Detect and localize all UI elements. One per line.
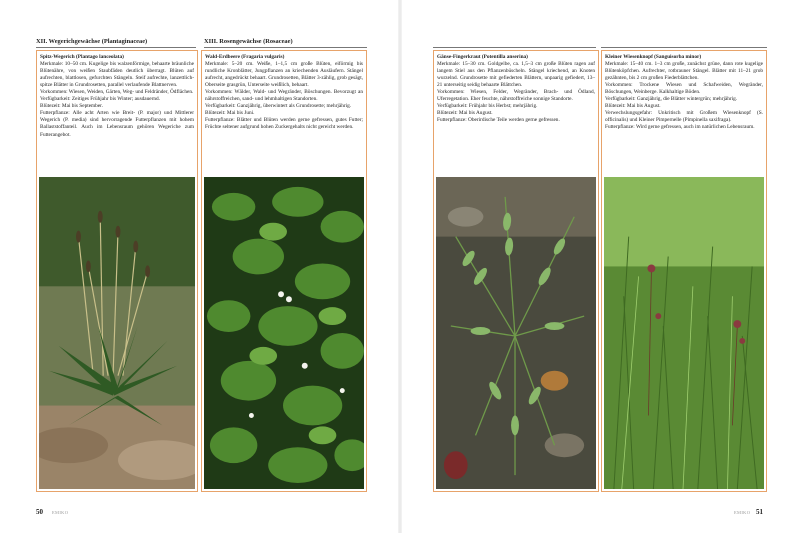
plant-card-kleiner-wiesenknopf (601, 50, 767, 492)
plant-description (40, 54, 194, 139)
plant-features: Merkmale: 15–40 cm. 1–3 cm große, zunächst grüne, dann rote kugelige Blütenköpfchen. Aufrechter, rotbrauner Stängel. Blätter mit 11–21 grob gezähnten, bis 2 cm großen Fiederblättchen. (605, 61, 763, 82)
plant-features: Merkmale: 15–30 cm. Goldgelbe, ca. 1,5–3 cm große Blüten ragen auf langem Stiel aus den Pflanzenbüscheln. Stängel kriechend, an Knoten wurzelnd. Grundrosette mit gefiederten Blättern, unpaarig gefiedert, 13–21 unterseitig seidig behaarte Blättchen. (437, 61, 595, 89)
section-title-plantaginaceae: XII. Wegerichgewächse (Plantaginaceae) (36, 38, 148, 45)
plant-forage: Futterpflanze: Alle acht Arten wie Breit- (P. major) und Mittlerer Wegerich (P. media) sind hervorragende Futterpflanzen mit hohem Ballaststoffanteil. Auch im Lebensraum gehören Wegeriche zum Futterangebot. (40, 110, 194, 138)
plant-photo-spitz-wegerich (39, 177, 195, 489)
section-rule (204, 47, 367, 48)
plant-name: Wald-Erdbeere (Fragaria vulgaris) (205, 54, 285, 60)
plant-forage: Futterpflanze: Blätter und Blüten werden gerne gefressen, gutes Futter; Früchte seltener aufgrund hohen Zuckergehalts nicht gereicht werden. (205, 117, 363, 131)
plant-name: Gänse-Fingerkraut (Potentilla anserina) (437, 54, 528, 60)
plant-habitat: Vorkommen: Wiesen, Weiden, Gärten, Weg- und Feldränder, Ödflächen. (40, 89, 194, 96)
plant-bloom-time: Blütezeit: Mai bis August. (605, 103, 661, 110)
plant-photo-wald-erdbeere (204, 177, 364, 489)
plant-card-gaense-fingerkraut (433, 50, 599, 492)
plant-availability: Verfügbarkeit: Ganzjährig, überwintert als Grundrosette; mehrjährig. (205, 103, 352, 110)
plant-description (205, 54, 363, 132)
plant-features: Merkmale: 10–50 cm. Kugelige bis walzenförmige, behaarte bräunliche Blütenähre, von weißen Staubfäden deutlich überragt. Blüten auf aufrechten, blattlosen, gefurchten Stängeln. Steif aufrechte, lanzettlich-spitze Blätter in Grundrosetten, parallel verlaufende Blattnerven. (40, 61, 194, 89)
footer-logo: EMIKO (52, 510, 69, 515)
plant-card-wald-erdbeere (201, 50, 367, 492)
plant-name: Spitz-Wegerich (Plantago lanceolata) (40, 54, 124, 60)
plant-availability: Verfügbarkeit: Frühjahr bis Herbst; mehrjährig. (437, 103, 538, 110)
section-rule (36, 47, 196, 48)
plant-bloom-time: Blütezeit: Mai bis Juni. (205, 110, 255, 117)
page-number: 50 (36, 508, 43, 516)
plant-features: Merkmale: 5–20 cm. Weiße, 1–1,5 cm große Blüten, eiförmig bis rundliche Kronblätter, Jungpflanzen an kriechenden Ausläufern. Stängel aufrecht, angedrückt behaart. Grundrosetten, Blätter 3-zählig, grob gesägt, Oberseite grasgrün, Unterseite weißlich, behaart. (205, 61, 363, 89)
section-rule (433, 47, 596, 48)
plant-habitat: Vorkommen: Wiesen, Felder, Wegränder, Brach- und Ödland, Uferregetation. Eher feuchte, nährstoffreiche sonnige Standorte. (437, 89, 595, 103)
plant-forage: Futterpflanze: Wird gerne gefressen, auch im natürlichen Lebensraum. (605, 124, 755, 131)
plant-forage: Futterpflanze: Oberirdische Teile werden gerne gefressen. (437, 117, 560, 124)
section-title-rosaceae: XIII. Rosengewächse (Rosaceae) (204, 38, 293, 45)
plant-bloom-time: Blütezeit: Mai bis September. (40, 103, 103, 110)
plant-photo-gaense-fingerkraut (436, 177, 596, 489)
plant-availability: Verfügbarkeit: Zeitiges Frühjahr bis Winter; ausdauernd. (40, 96, 161, 103)
plant-description (605, 54, 763, 132)
plant-lookalikes: Verwechslungsgefahr: Unkritisch mit Großem Wiesenknopf (S. officinalis) und Kleiner Pimpernelle (Pimpinella saxifraga). (605, 110, 763, 124)
right-page (400, 0, 800, 533)
plant-description (437, 54, 595, 124)
footer-logo: EMIKO (734, 510, 751, 515)
plant-habitat: Vorkommen: Trockene Wiesen und Schafweiden, Wegränder, Böschungen, Weinberge. Kalkhaltige Böden. (605, 82, 763, 96)
plant-card-spitz-wegerich (36, 50, 198, 492)
section-rule (601, 47, 767, 48)
page-number: 51 (756, 508, 763, 516)
plant-habitat: Vorkommen: Wälder, Wald- und Wegränder, Böschungen. Bevorzugt an nährstoffreichen, sand- und lehmhaltigen Standorten. (205, 89, 363, 103)
plant-photo-kleiner-wiesenknopf (604, 177, 764, 489)
plant-name: Kleiner Wiesenknopf (Sanguisorba minor) (605, 54, 702, 60)
plant-bloom-time: Blütezeit: Mai bis August. (437, 110, 493, 117)
plant-availability: Verfügbarkeit: Ganzjährig, die Blätter wintergrün; mehrjährig. (605, 96, 738, 103)
